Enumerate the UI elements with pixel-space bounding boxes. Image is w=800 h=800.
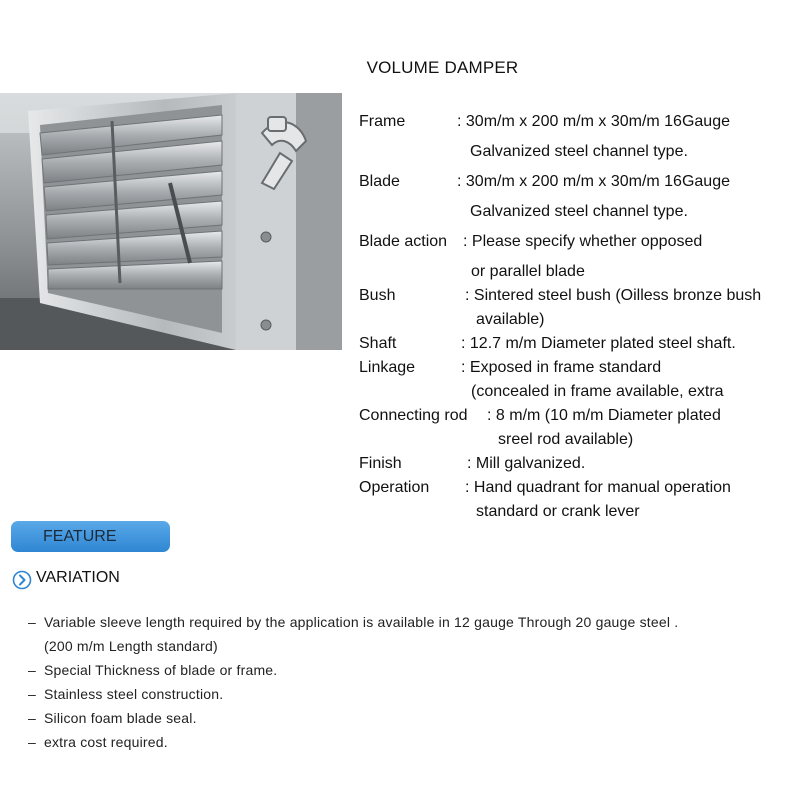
spec-label: Frame — [359, 113, 406, 130]
spec-label: Finish — [359, 455, 402, 472]
spec-label: Connecting rod — [359, 407, 468, 424]
spec-value: Galvanized steel channel type. — [470, 203, 688, 220]
spec-label: Blade — [359, 173, 400, 190]
list-dash: – — [28, 710, 36, 726]
spec-value: : 30m/m x 200 m/m x 30m/m 16Gauge — [457, 173, 730, 190]
spec-value: : Exposed in frame standard — [461, 359, 662, 376]
spec-label: Bush — [359, 287, 396, 304]
spec-value: : 8 m/m (10 m/m Diameter plated — [487, 407, 721, 424]
list-dash: – — [28, 734, 36, 750]
spec-label: Shaft — [359, 335, 397, 352]
list-dash: – — [28, 686, 36, 702]
spec-value: : Hand quadrant for manual operation — [465, 479, 731, 496]
spec-value: (concealed in frame available, extra — [471, 383, 724, 400]
spec-value: available) — [476, 311, 545, 328]
spec-label: Operation — [359, 479, 430, 496]
list-item-text: Silicon foam blade seal. — [44, 710, 197, 726]
list-item-text: extra cost required. — [44, 734, 168, 750]
spec-label: Blade action — [359, 233, 448, 250]
spec-value: : Please specify whether opposed — [463, 233, 703, 250]
spec-value: Galvanized steel channel type. — [470, 143, 688, 160]
feature-tab[interactable]: FEATURE — [11, 521, 170, 552]
page-title: VOLUME DAMPER — [366, 58, 519, 77]
spec-value: : Sintered steel bush (Oilless bronze bush — [465, 287, 762, 304]
spec-value: or parallel blade — [471, 263, 585, 280]
spec-label: Linkage — [359, 359, 416, 376]
list-item-text: Special Thickness of blade or frame. — [44, 662, 278, 678]
list-item-text: Stainless steel construction. — [44, 686, 224, 702]
list-dash: – — [28, 614, 36, 630]
list-item-text: Variable sleeve length required by the application is available in 12 gauge Through 20 gauge steel . — [44, 614, 679, 630]
damper-image — [0, 93, 342, 350]
chevron-right-circle-icon — [12, 570, 32, 590]
list-dash: – — [28, 662, 36, 678]
spec-value: : Mill galvanized. — [467, 455, 586, 472]
spec-value: : 12.7 m/m Diameter plated steel shaft. — [461, 335, 736, 352]
spec-value: standard or crank lever — [476, 503, 640, 520]
spec-value: : 30m/m x 200 m/m x 30m/m 16Gauge — [457, 113, 730, 130]
damper-photo — [0, 93, 342, 350]
variation-title: VARIATION — [36, 569, 120, 586]
spec-value: sreel rod available) — [498, 431, 634, 448]
list-item-text: (200 m/m Length standard) — [44, 638, 218, 654]
